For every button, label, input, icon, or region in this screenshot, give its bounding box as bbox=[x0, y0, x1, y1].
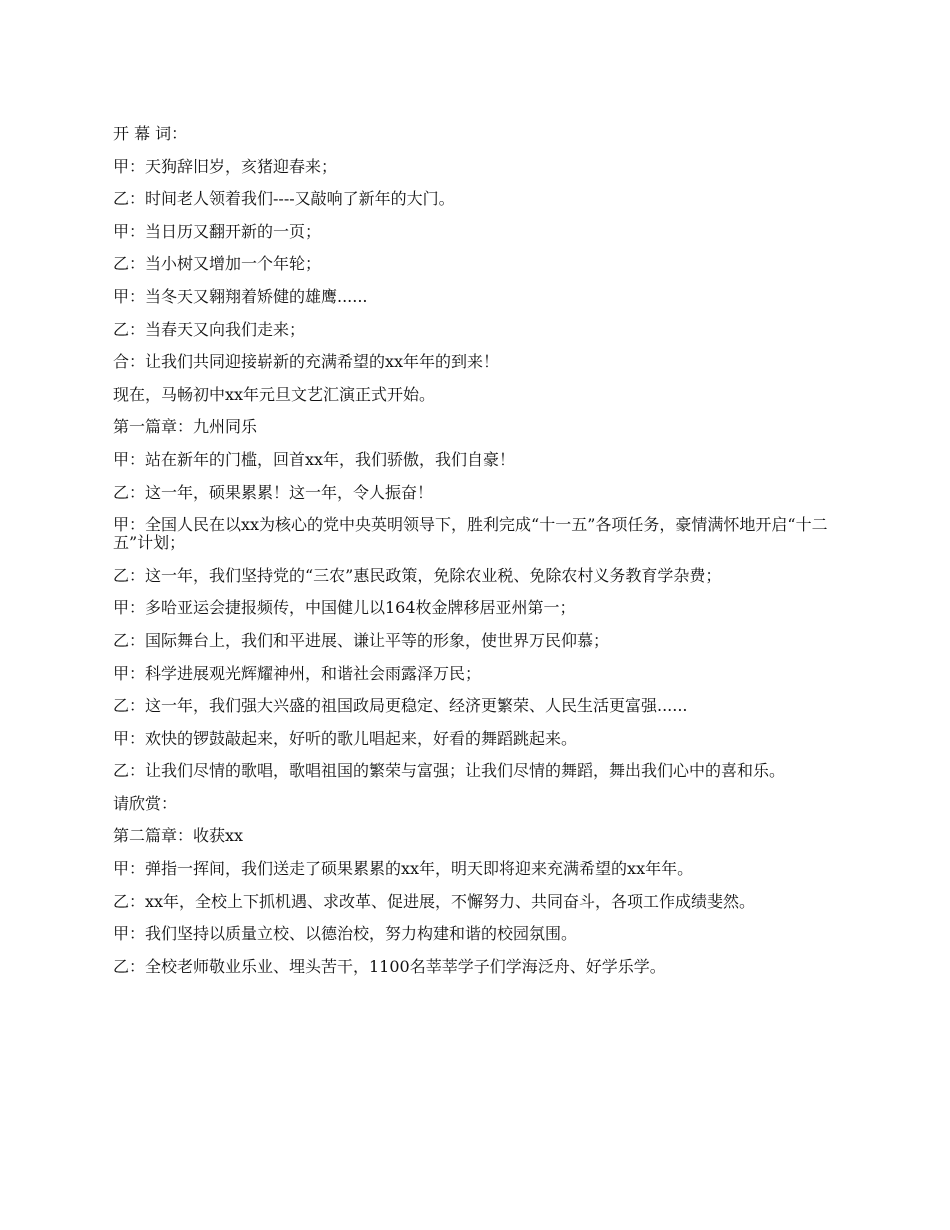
paragraph: 乙：这一年，我们坚持党的“三农”惠民政策，免除农业税、免除农村义务教育学杂费； bbox=[113, 565, 722, 585]
paragraph: 甲：我们坚持以质量立校、以德治校，努力构建和谐的校园氛围。 bbox=[113, 924, 578, 944]
paragraph: 乙：当春天又向我们走来； bbox=[113, 319, 306, 339]
paragraph: 甲：科学进展观光辉耀神州，和谐社会雨露泽万民； bbox=[113, 663, 482, 683]
section-heading-2: 第二篇章：收获xx bbox=[113, 826, 244, 846]
paragraph: 乙：国际舞台上，我们和平进展、谦让平等的形象，使世界万民仰慕； bbox=[113, 630, 610, 650]
paragraph: 现在，马畅初中xx年元旦文艺汇演正式开始。 bbox=[113, 384, 436, 404]
paragraph: 甲：全国人民在以xx为核心的党中央英明领导下，胜利完成“十一五”各项任务，豪情满怀地开启“十二五”计划； bbox=[113, 515, 828, 553]
document-body bbox=[113, 125, 843, 990]
paragraph: 请欣赏： bbox=[113, 793, 178, 813]
paragraph: 甲：欢快的锣鼓敲起来，好听的歌儿唱起来，好看的舞蹈跳起来。 bbox=[113, 728, 578, 748]
paragraph: 乙：让我们尽情的歌唱，歌唱祖国的繁荣与富强；让我们尽情的舞蹈，舞出我们心中的喜和乐。 bbox=[113, 761, 786, 781]
paragraph: 甲：多哈亚运会捷报频传，中国健儿以164枚金牌移居亚州第一； bbox=[113, 598, 576, 618]
paragraph: 合：让我们共同迎接崭新的充满希望的xx年年的到来！ bbox=[113, 352, 500, 372]
paragraph: 甲：站在新年的门槛，回首xx年，我们骄傲，我们自豪！ bbox=[113, 449, 516, 469]
paragraph: 乙：这一年，硕果累累！这一年，令人振奋！ bbox=[113, 482, 434, 502]
paragraph: 乙：全校老师敬业乐业、埋头苦干，1100名莘莘学子们学海泛舟、好学乐学。 bbox=[113, 956, 666, 976]
paragraph: 甲：当冬天又翱翔着矫健的雄鹰...... bbox=[113, 286, 368, 306]
paragraph: 乙：时间老人领着我们----又敲响了新年的大门。 bbox=[113, 189, 455, 209]
paragraph: 乙：当小树又增加一个年轮； bbox=[113, 254, 322, 274]
paragraph: 甲：天狗辞旧岁，亥猪迎春来； bbox=[113, 156, 338, 176]
paragraph: 甲：弹指一挥间，我们送走了硕果累累的xx年，明天即将迎来充满希望的xx年年。 bbox=[113, 859, 694, 879]
paragraph-opening-title: 开 幕 词： bbox=[113, 124, 188, 143]
paragraph: 乙：这一年，我们强大兴盛的祖国政局更稳定、经济更繁荣、人民生活更富强...... bbox=[113, 696, 688, 716]
section-heading-1: 第一篇章：九州同乐 bbox=[113, 417, 258, 437]
paragraph: 甲：当日历又翻开新的一页； bbox=[113, 221, 322, 241]
paragraph: 乙：xx年，全校上下抓机遇、求改革、促进展，不懈努力、共同奋斗，各项工作成绩斐然。 bbox=[113, 891, 756, 911]
